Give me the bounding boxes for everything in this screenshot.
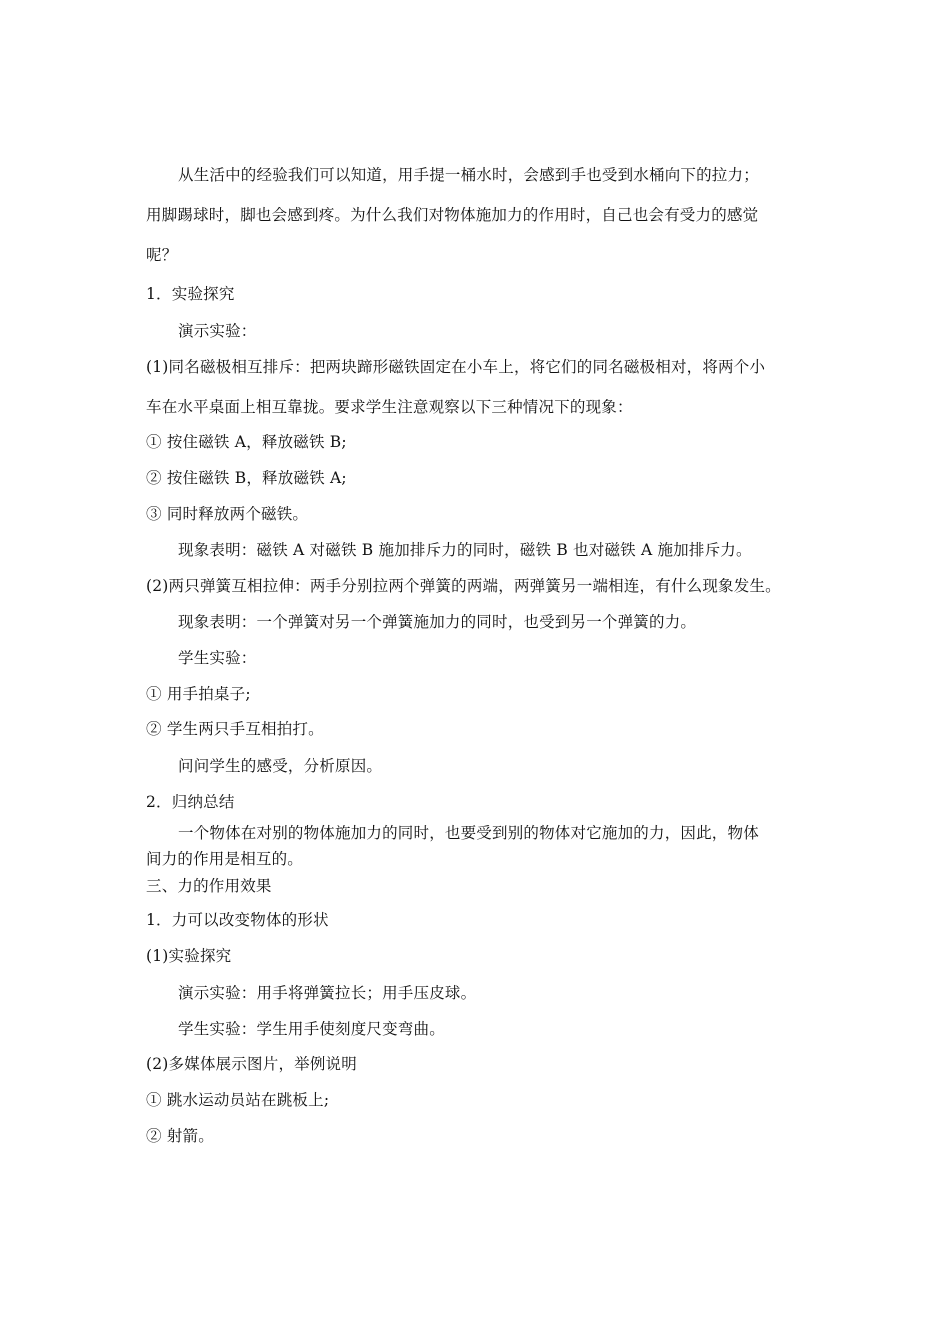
- experiment-heading-1: (1)实验探究: [146, 947, 232, 965]
- list-item-1: ① 按住磁铁 A，释放磁铁 B;: [146, 433, 347, 451]
- example-item-2: ② 射箭。: [146, 1127, 214, 1145]
- intro-paragraph-line-3: 呢？: [146, 246, 178, 264]
- example-item-1: ① 跳水运动员站在跳板上;: [146, 1091, 330, 1109]
- experiment-1-line-2: 车在水平桌面上相互靠拢。要求学生注意观察以下三种情况下的现象：: [146, 398, 633, 416]
- student-item-2: ② 学生两只手互相拍打。: [146, 720, 324, 738]
- student-experiment-label: 学生实验：: [178, 649, 257, 667]
- list-item-2: ② 按住磁铁 B，释放磁铁 A;: [146, 469, 347, 487]
- phenomenon-statement-2: 现象表明：一个弹簧对另一个弹簧施加力的同时，也受到另一个弹簧的力。: [178, 613, 697, 631]
- intro-paragraph-line-2: 用脚踢球时，脚也会感到疼。为什么我们对物体施加力的作用时，自己也会有受力的感觉: [146, 206, 759, 224]
- student-item-1: ① 用手拍桌子;: [146, 685, 251, 703]
- experiment-2-line: (2)两只弹簧互相拉伸：两手分别拉两个弹簧的两端，两弹簧另一端相连，有什么现象发生。: [146, 577, 781, 595]
- experiment-1-line-1: (1)同名磁极相互排斥：把两块蹄形磁铁固定在小车上，将它们的同名磁极相对，将两个小: [146, 358, 766, 376]
- phenomenon-statement-1: 现象表明：磁铁 A 对磁铁 B 施加排斥力的同时，磁铁 B 也对磁铁 A 施加排斥力。: [178, 541, 752, 559]
- summary-line-1: 一个物体在对别的物体施加力的同时，也要受到别的物体对它施加的力，因此，物体: [178, 824, 759, 842]
- demo-experiment-line: 演示实验：用手将弹簧拉长；用手压皮球。: [178, 984, 477, 1002]
- section-heading-summary: 2．归纳总结: [146, 793, 235, 811]
- student-experiment-line: 学生实验：学生用手使刻度尺变弯曲。: [178, 1020, 445, 1038]
- multimedia-heading: (2)多媒体展示图片，举例说明: [146, 1055, 357, 1073]
- subsection-heading-shape: 1．力可以改变物体的形状: [146, 911, 329, 929]
- intro-paragraph-line-1: 从生活中的经验我们可以知道，用手提一桶水时，会感到手也受到水桶向下的拉力；: [178, 166, 759, 184]
- ask-students-line: 问问学生的感受，分析原因。: [178, 757, 383, 775]
- list-item-3: ③ 同时释放两个磁铁。: [146, 505, 309, 523]
- summary-line-2: 间力的作用是相互的。: [146, 850, 304, 868]
- section-heading-experiment: 1．实验探究: [146, 285, 235, 303]
- demo-experiment-label: 演示实验：: [178, 322, 257, 340]
- section-heading-effects: 三、力的作用效果: [146, 877, 272, 895]
